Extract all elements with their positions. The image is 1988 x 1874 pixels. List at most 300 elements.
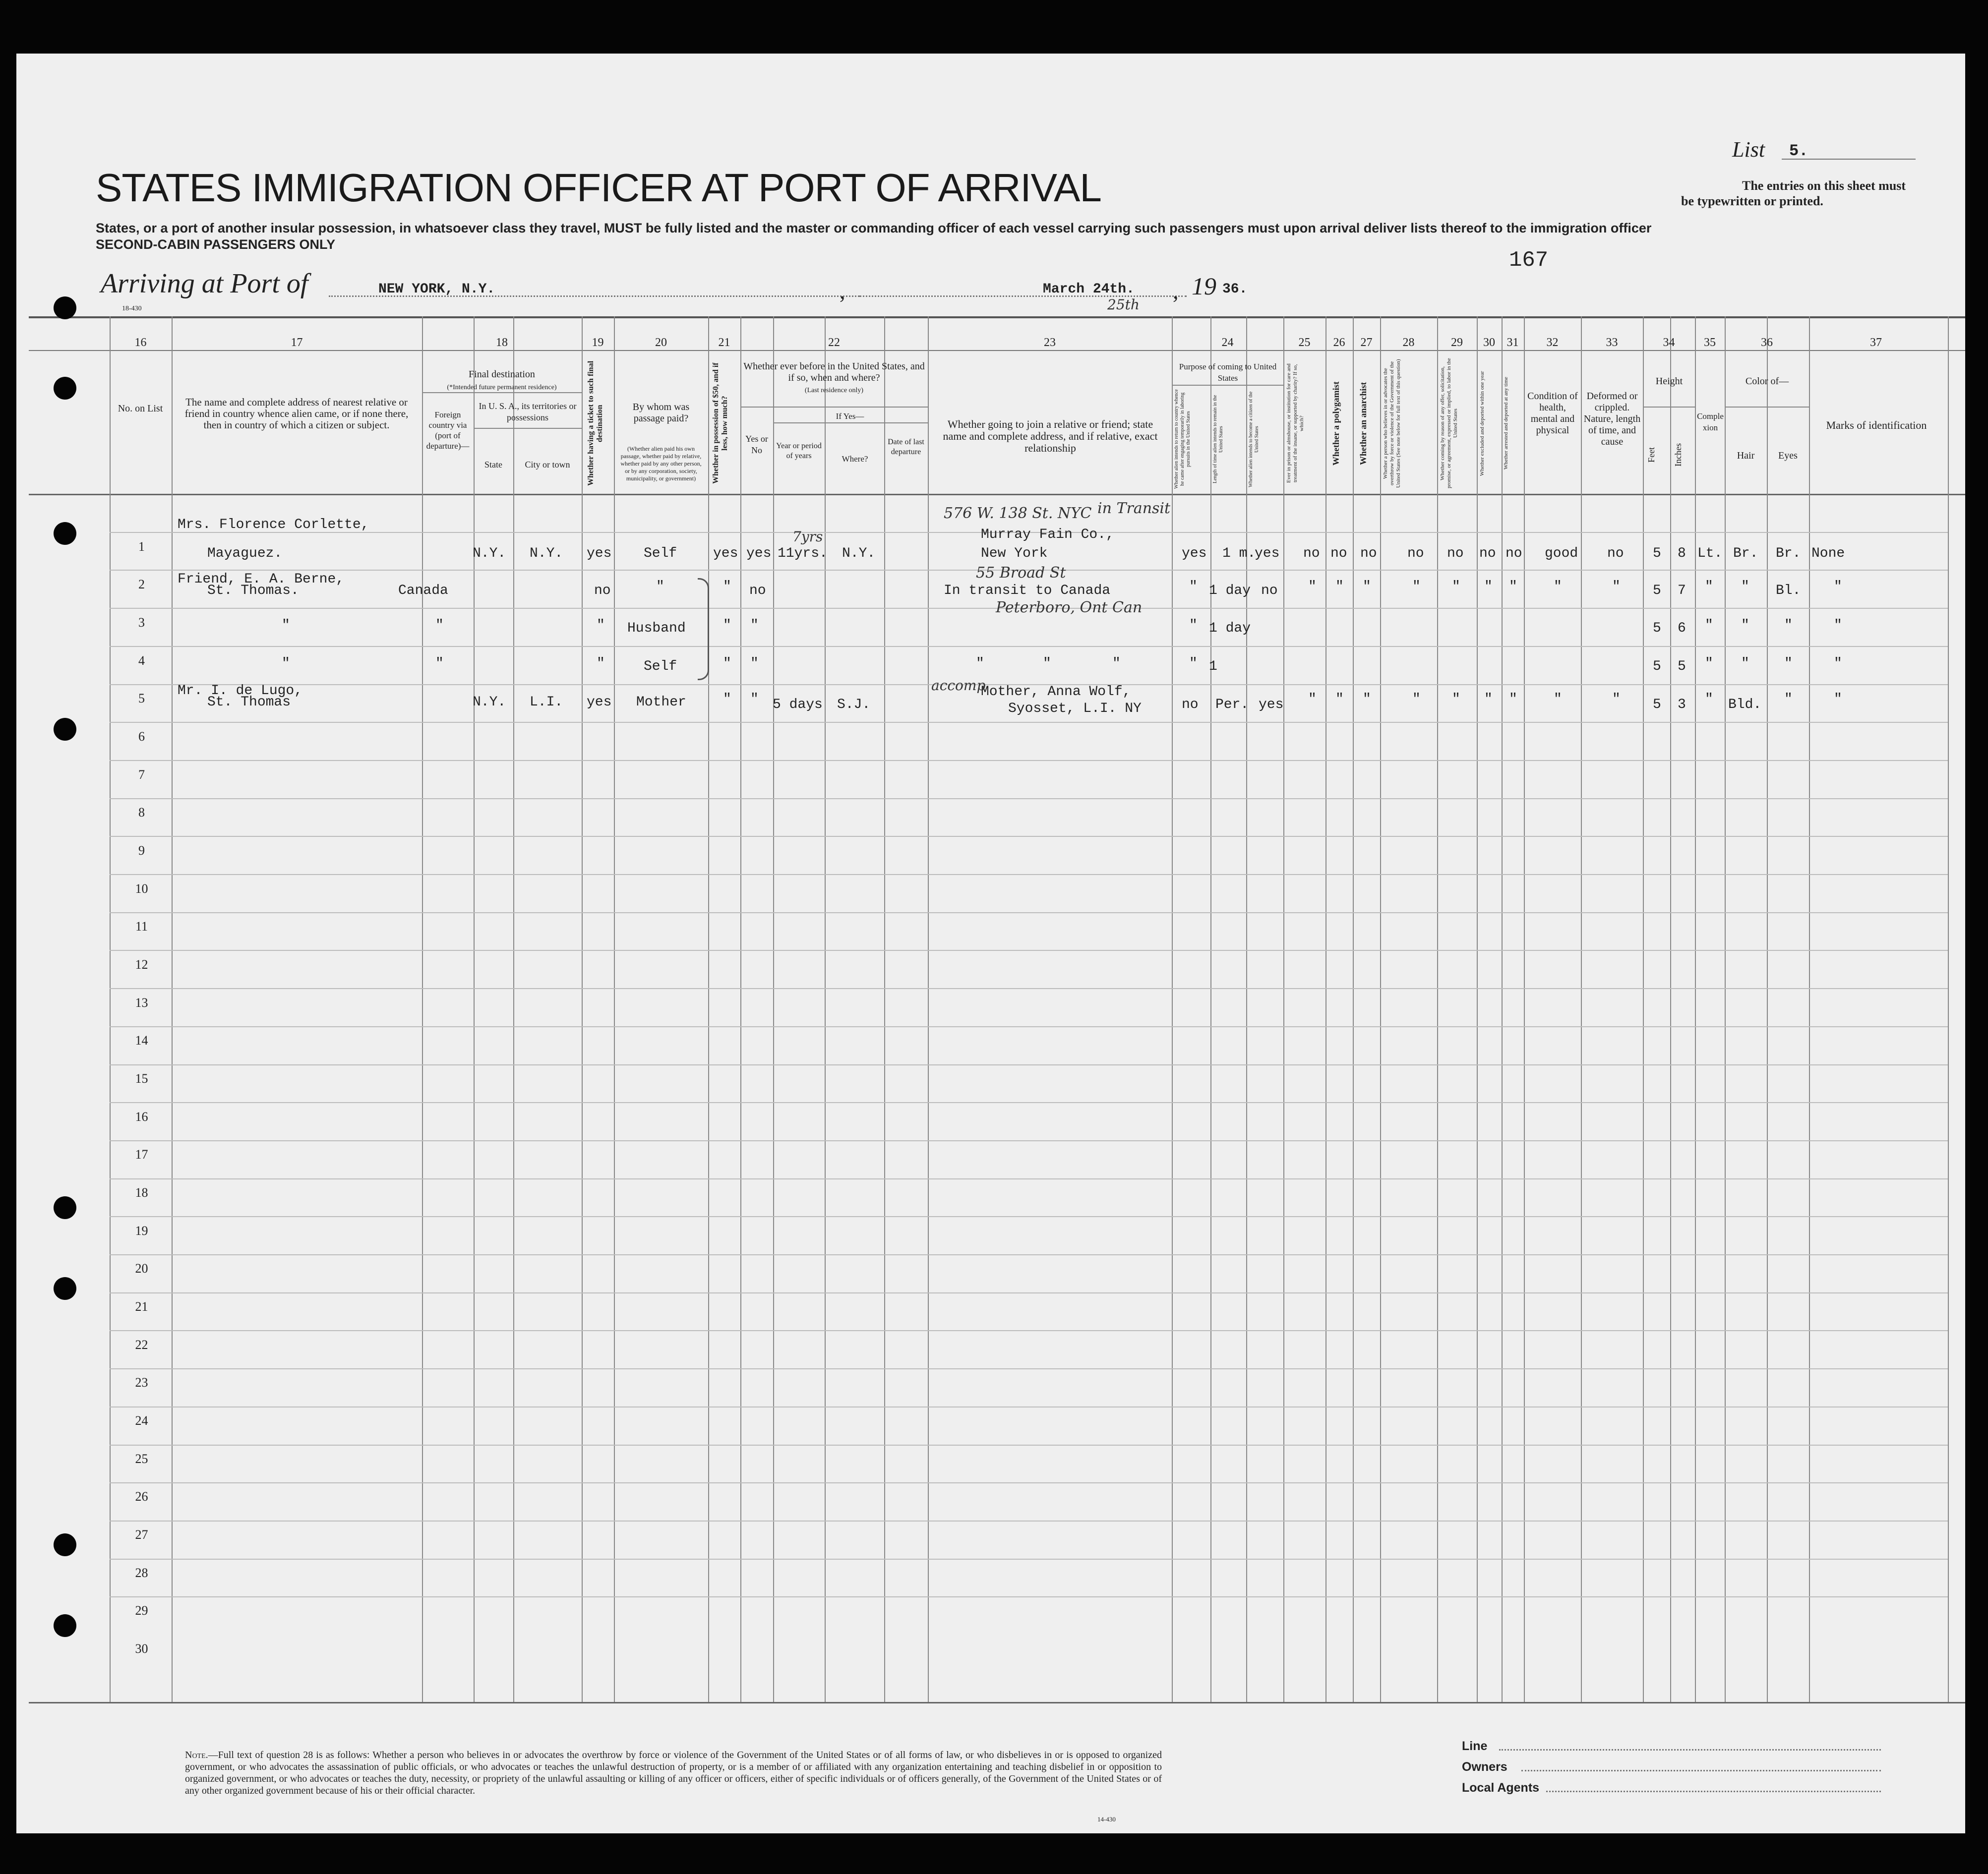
r2-ticket: no xyxy=(594,583,611,598)
r2-polygamist: " xyxy=(1335,579,1344,594)
r1-overthrow: no xyxy=(1407,546,1424,561)
r5-prison: " xyxy=(1308,692,1317,707)
r2-name-line2: St. Thomas. xyxy=(207,583,299,598)
row-num-3: 3 xyxy=(138,615,145,630)
column-rule xyxy=(773,316,774,1702)
note-label: Note. xyxy=(185,1750,208,1760)
col-num-30: 30 xyxy=(1483,336,1495,349)
hdr-purpose-citizen: Whether alien intends to become a citizen of the United States xyxy=(1248,391,1260,487)
r3-length: 1 day xyxy=(1209,621,1251,636)
r1-length: 1 m. xyxy=(1222,546,1256,561)
column-rule xyxy=(1172,316,1173,1702)
row-rule xyxy=(110,1216,1948,1217)
r1-city: N.Y. xyxy=(530,546,563,561)
col-num-18: 18 xyxy=(496,336,508,349)
column-rule xyxy=(1643,316,1644,1702)
row-rule xyxy=(110,988,1948,989)
hdr-deformed: Deformed or crippled. Nature, length of time, and cause xyxy=(1583,391,1641,447)
hdr-polygamist: Whether a polygamist xyxy=(1331,381,1341,466)
r2-feet: 5 xyxy=(1653,583,1661,598)
col-num-24: 24 xyxy=(1221,336,1234,349)
row-num-4: 4 xyxy=(138,653,145,668)
r5-hair: Bld. xyxy=(1728,697,1762,712)
hdr-passage-paid: By whom was passage paid? xyxy=(632,402,690,424)
table-body-rule xyxy=(29,494,1965,495)
column-rule xyxy=(1437,316,1438,1702)
row-rule xyxy=(110,646,1948,647)
row-rule xyxy=(110,1445,1948,1446)
date-value: March 24th. xyxy=(1043,282,1135,297)
r1-complexion: Lt. xyxy=(1697,546,1723,561)
hdr-purpose: Purpose of coming to United States xyxy=(1179,362,1277,383)
row-num-13: 13 xyxy=(135,996,148,1010)
date-correction: 25th xyxy=(1107,296,1140,313)
row-num-17: 17 xyxy=(135,1147,148,1162)
r2-citizen: no xyxy=(1261,583,1278,598)
r5-feet: 5 xyxy=(1653,697,1661,712)
hdr-state: State xyxy=(484,460,502,469)
column-rule xyxy=(1246,316,1247,1702)
r3-paid-by: Husband xyxy=(627,621,686,636)
column-rule xyxy=(1477,316,1478,1702)
hdr-inches: Inches xyxy=(1673,443,1683,467)
r2-length: 1 day xyxy=(1209,583,1251,598)
table-top-rule xyxy=(29,316,1965,318)
col-num-27: 27 xyxy=(1360,336,1373,349)
r2-eyes: Bl. xyxy=(1776,583,1801,598)
column-rule xyxy=(582,316,583,1702)
form-code-bottom: 14-430 xyxy=(1097,1815,1116,1823)
r2-foreign-country: Canada xyxy=(398,583,448,598)
r5-health: " xyxy=(1554,692,1562,707)
r2-return: " xyxy=(1189,579,1198,594)
r4-inches: 5 xyxy=(1678,659,1686,674)
col-num-22: 22 xyxy=(828,336,840,349)
r4-join-c: " xyxy=(1112,656,1121,671)
row-num-19: 19 xyxy=(135,1224,148,1238)
r5-complexion: " xyxy=(1705,692,1713,707)
table-bottom-rule xyxy=(29,1702,1965,1703)
row-num-27: 27 xyxy=(135,1527,148,1542)
manifest-sheet xyxy=(16,54,1965,1833)
hdr-year-period: Year or period of years xyxy=(776,442,822,460)
r3-return: " xyxy=(1189,618,1198,633)
r2-hair: " xyxy=(1741,579,1749,594)
r1-years-handwritten: 7yrs xyxy=(792,528,823,545)
row-num-7: 7 xyxy=(138,767,145,782)
r1-join-line1: Murray Fain Co., xyxy=(981,527,1114,542)
col-num-31: 31 xyxy=(1506,336,1519,349)
r4-length: 1 xyxy=(1209,659,1217,674)
r1-join-line2: New York xyxy=(981,546,1048,561)
column-rule xyxy=(1502,316,1503,1702)
hdr-color-of: Color of— xyxy=(1745,376,1789,387)
r2-join-handwritten: 55 Broad St xyxy=(976,564,1066,582)
r3-inches: 6 xyxy=(1678,621,1686,636)
r2-marks: " xyxy=(1834,579,1842,594)
r4-feet: 5 xyxy=(1653,659,1661,674)
column-rule xyxy=(825,316,826,1702)
r1-polygamist: no xyxy=(1330,546,1347,561)
r3-ticket: " xyxy=(597,618,605,633)
row-rule xyxy=(110,1064,1948,1065)
hdr-eyes: Eyes xyxy=(1778,450,1798,461)
row-num-30: 30 xyxy=(135,1641,148,1656)
r5-excluded: " xyxy=(1484,692,1493,707)
notice-line-1: The entries on this sheet must xyxy=(1742,178,1906,193)
column-rule xyxy=(1670,316,1671,1702)
r5-paid-by: Mother xyxy=(636,695,686,710)
r3-name: " xyxy=(282,618,290,633)
r5-overthrow: " xyxy=(1412,692,1421,707)
r5-years: 5 days xyxy=(773,697,823,712)
r1-marks: None xyxy=(1811,546,1845,561)
row-rule xyxy=(110,1482,1948,1483)
r4-complexion: " xyxy=(1705,656,1713,671)
row-num-28: 28 xyxy=(135,1566,148,1580)
r3-before: " xyxy=(750,618,759,633)
r2-anarchist: " xyxy=(1363,579,1371,594)
col-num-21: 21 xyxy=(718,336,730,349)
column-rule xyxy=(1380,316,1381,1702)
binder-hole xyxy=(54,1277,76,1300)
footnote xyxy=(185,1749,1162,1797)
r5-city: L.I. xyxy=(530,695,563,710)
column-rule xyxy=(513,316,514,1702)
r4-name: " xyxy=(282,656,290,671)
row-num-21: 21 xyxy=(135,1299,148,1314)
r4-join-b: " xyxy=(1043,656,1051,671)
r5-join-line2: Syosset, L.I. NY xyxy=(1008,701,1142,716)
r1-join-handwritten: 576 W. 138 St. NYC xyxy=(944,505,1092,522)
row-rule xyxy=(110,1178,1948,1179)
hdr-nearest-relative: The name and complete address of nearest relative or friend in country whence alien came, or if none there, then in country of which a citizen or subject. xyxy=(184,396,409,431)
hdr-prison: Ever in prison or almshouse, or institution for care and treatment of the insane, or supported by charity? If so, which? xyxy=(1286,363,1305,483)
arriving-label: Arriving at Port of xyxy=(101,268,308,299)
r2-join: In transit to Canada xyxy=(944,583,1111,598)
row-num-9: 9 xyxy=(138,843,145,858)
hdr-purpose-return: Whether alien intends to return to country whence he came after engaging temporarily in laboring pursuits in the United States xyxy=(1174,389,1191,489)
row-rule xyxy=(110,874,1948,875)
hdr-feet: Feet xyxy=(1646,447,1656,463)
r5-eyes: " xyxy=(1784,692,1793,707)
year-prefix: 19 xyxy=(1192,272,1216,300)
column-rule xyxy=(1524,316,1525,1702)
r3-feet: 5 xyxy=(1653,621,1661,636)
r5-citizen: yes xyxy=(1259,697,1284,712)
row-num-24: 24 xyxy=(135,1413,148,1428)
column-rule xyxy=(1353,316,1354,1702)
hdr-offer-labor: Whether coming by reason of any offer, solicitation, promise, or agreement, expressed or implied, to labor in the United States xyxy=(1440,358,1458,489)
r5-state: N.Y. xyxy=(473,695,506,710)
row-rule xyxy=(110,722,1948,723)
row-num-16: 16 xyxy=(135,1110,148,1124)
col-num-19: 19 xyxy=(592,336,604,349)
r1-join-handwritten-2: in Transit xyxy=(1097,500,1171,517)
col-num-23: 23 xyxy=(1044,336,1056,349)
r5-inches: 3 xyxy=(1678,697,1686,712)
row-num-1: 1 xyxy=(138,539,145,554)
hdr-22-rule xyxy=(740,407,928,408)
column-rule xyxy=(1695,316,1696,1702)
row-rule xyxy=(110,1102,1948,1103)
r5-join-handwritten: accomp xyxy=(931,677,986,694)
column-rule xyxy=(708,316,709,1702)
r1-deformed: no xyxy=(1607,546,1624,561)
column-rule xyxy=(614,316,615,1702)
hdr-fifty-dollars: Whether in possession of $50, and if less, how much? xyxy=(712,362,729,484)
r2-inches: 7 xyxy=(1678,583,1686,598)
row-num-18: 18 xyxy=(135,1185,148,1200)
r1-hair: Br. xyxy=(1733,546,1758,561)
r3-complexion: " xyxy=(1705,618,1713,633)
hdr-yes-no: Yes or No xyxy=(745,434,768,455)
row-rule xyxy=(110,760,1948,761)
row-num-2: 2 xyxy=(138,577,145,591)
column-rule xyxy=(740,316,741,1702)
row-rule xyxy=(110,798,1948,799)
col-num-28: 28 xyxy=(1402,336,1415,349)
hdr-if-yes-rule xyxy=(773,422,928,423)
r3-hair: " xyxy=(1741,618,1749,633)
r2-overthrow: " xyxy=(1412,579,1421,594)
r1-arrested: no xyxy=(1506,546,1522,561)
hdr-foreign-country: Foreign country via (port of departure)— xyxy=(426,410,470,451)
row-num-6: 6 xyxy=(138,729,145,744)
r5-anarchist: " xyxy=(1363,692,1371,707)
binder-hole xyxy=(54,1196,76,1219)
binder-hole xyxy=(54,377,76,400)
row-num-8: 8 xyxy=(138,805,145,820)
hdr-color-rule xyxy=(1725,407,1809,408)
r3-foreign: " xyxy=(435,618,444,633)
r1-where: N.Y. xyxy=(842,546,876,561)
hdr-18-rule xyxy=(422,392,582,393)
hdr-last-residence: (Last residence only) xyxy=(804,387,864,394)
instruction-line: States, or a port of another insular possession, in whatsoever class they travel, MUST be fully listed and the master or commanding officer of each vessel carrying such passengers must upon arrival deliver lists thereof to the immigration officer xyxy=(96,221,1652,235)
second-cabin-line: SECOND-CABIN PASSENGERS ONLY xyxy=(96,237,336,252)
hdr-passage-note: (Whether alien paid his own passage, whether paid by relative, whether paid by any other person, or by any corporation, society, municipality, or government) xyxy=(620,445,702,482)
row-rule xyxy=(110,1406,1948,1407)
hdr-24-rule xyxy=(1172,385,1283,386)
hdr-ticket: Whether having a ticket to such final destination xyxy=(587,360,604,486)
r2-complexion: " xyxy=(1705,579,1713,594)
row-rule xyxy=(110,1026,1948,1027)
owners-field xyxy=(1521,1770,1881,1771)
r2-paid-by: " xyxy=(656,579,664,594)
row-num-20: 20 xyxy=(135,1261,148,1276)
column-rule xyxy=(1809,316,1810,1702)
list-label: List xyxy=(1732,137,1765,162)
port-comma: , xyxy=(840,278,845,303)
col-num-36: 36 xyxy=(1761,336,1773,349)
r2-money: " xyxy=(723,579,731,594)
col-num-26: 26 xyxy=(1333,336,1345,349)
row-rule xyxy=(110,1330,1948,1331)
r1-feet: 5 xyxy=(1653,546,1661,561)
r5-where: S.J. xyxy=(837,697,871,712)
list-number-line xyxy=(1782,159,1916,160)
row-rule xyxy=(110,836,1948,837)
hdr-hair: Hair xyxy=(1737,450,1755,461)
r4-eyes: " xyxy=(1784,656,1793,671)
r1-prison: no xyxy=(1303,546,1320,561)
hdr-overthrow: Whether a person who believes in or advocates the overthrow by force or violence of the Government of the United States (See note below for full text of this question) xyxy=(1383,359,1401,488)
row-rule xyxy=(110,1368,1948,1369)
hdr-purpose-length: Length of time alien intends to remain in the United States xyxy=(1212,395,1224,484)
r2-health: " xyxy=(1554,579,1562,594)
r2-prison: " xyxy=(1308,579,1317,594)
col-num-34: 34 xyxy=(1663,336,1675,349)
agents-label: Local Agents xyxy=(1462,1781,1540,1795)
row-num-22: 22 xyxy=(135,1338,148,1352)
hdr-where: Where? xyxy=(842,454,868,464)
date-comma: , xyxy=(1173,278,1179,303)
r1-before: yes xyxy=(746,546,772,561)
r1-eyes: Br. xyxy=(1776,546,1801,561)
row-num-26: 26 xyxy=(135,1489,148,1504)
r4-paid-by: Self xyxy=(644,659,677,674)
r5-ticket: yes xyxy=(587,695,612,710)
column-rule xyxy=(1767,316,1768,1702)
col-num-35: 35 xyxy=(1704,336,1716,349)
notice-line-2: be typewritten or printed. xyxy=(1681,194,1823,208)
r1-health: good xyxy=(1545,546,1578,561)
r5-length: Per. xyxy=(1215,697,1249,712)
r4-ticket: " xyxy=(597,656,605,671)
hdr-usa-rule xyxy=(474,428,582,429)
passage-brace xyxy=(698,578,709,680)
col-num-29: 29 xyxy=(1451,336,1463,349)
r4-foreign: " xyxy=(435,656,444,671)
row-num-5: 5 xyxy=(138,691,145,705)
r5-before: " xyxy=(750,692,759,707)
column-rule xyxy=(1948,316,1949,1702)
column-rule xyxy=(884,316,885,1702)
hdr-in-usa: In U. S. A., its territories or possessions xyxy=(479,401,577,422)
form-title: STATES IMMIGRATION OFFICER AT PORT OF ARRIVAL xyxy=(96,166,1101,210)
r1-inches: 8 xyxy=(1678,546,1686,561)
owners-label: Owners xyxy=(1462,1760,1507,1774)
row-rule xyxy=(110,1140,1948,1141)
list-number: 5. xyxy=(1789,142,1808,160)
row-num-11: 11 xyxy=(135,919,148,934)
year-suffix: 36. xyxy=(1222,282,1248,297)
note-text: —Full text of question 28 is as follows: Whether a person who believes in or advocates the overthrow by force or violence of the Government of the United States or of all forms of law, or who disbelieves in or is opposed to organized government, or who advocates the assassination of public officials, or who advocates or teaches the unlawful destruction of property, or is a member of or affiliated with any organization entertaining and teaching disbelief in or opposition to organized government, or who advocates or teaches the duty, necessity, or propriety of the unlawful assaulting or killing of any officer or officers, either of specific individuals or of officers generally, of the Government of the United States or of any other organized government because of his or their official character. xyxy=(185,1750,1162,1796)
hdr-health: Condition of health, mental and physical xyxy=(1527,391,1578,436)
row-num-29: 29 xyxy=(135,1603,148,1618)
binder-hole xyxy=(54,522,76,545)
column-rule xyxy=(1581,316,1582,1702)
hdr-going-to-join: Whether going to join a relative or friend; state name and complete address, and if relative, exact relationship xyxy=(943,418,1158,454)
row-rule xyxy=(110,950,1948,951)
hdr-height-rule xyxy=(1643,407,1695,408)
table-header-rule xyxy=(29,350,1965,351)
r5-return: no xyxy=(1182,697,1199,712)
r1-years: 11yrs. xyxy=(778,546,828,561)
hdr-if-yes: If Yes— xyxy=(836,411,864,421)
r3-eyes: " xyxy=(1784,618,1793,633)
col-num-37: 37 xyxy=(1870,336,1882,349)
col-num-32: 32 xyxy=(1546,336,1559,349)
r5-marks: " xyxy=(1834,692,1842,707)
r4-before: " xyxy=(750,656,759,671)
column-rule xyxy=(928,316,929,1702)
col-num-33: 33 xyxy=(1606,336,1618,349)
r1-name-line2: Mayaguez. xyxy=(207,546,283,561)
binder-hole xyxy=(54,296,76,319)
column-rule xyxy=(1283,316,1284,1702)
row-rule xyxy=(110,1559,1948,1560)
r2-name-line1: Friend, E. A. Berne, xyxy=(178,572,345,587)
r5-offer: " xyxy=(1452,692,1460,707)
r1-money: yes xyxy=(713,546,738,561)
row-num-23: 23 xyxy=(135,1375,148,1390)
column-rule xyxy=(1210,316,1211,1702)
r4-marks: " xyxy=(1834,656,1842,671)
binder-hole xyxy=(54,718,76,741)
r4-hair: " xyxy=(1741,656,1749,671)
hdr-height: Height xyxy=(1655,376,1683,387)
hdr-anarchist: Whether an anarchist xyxy=(1358,382,1368,465)
r5-arrested: " xyxy=(1509,692,1517,707)
port-value: NEW YORK, N.Y. xyxy=(378,282,495,297)
r1-name-line1: Mrs. Florence Corlette, xyxy=(178,517,369,532)
hdr-marks: Marks of identification xyxy=(1826,419,1927,431)
r2-excluded: " xyxy=(1484,579,1493,594)
r5-deformed: " xyxy=(1612,692,1621,707)
row-num-25: 25 xyxy=(135,1452,148,1466)
column-rule xyxy=(1325,316,1326,1702)
column-rule xyxy=(422,316,423,1702)
row-rule xyxy=(110,1596,1948,1597)
r5-money: " xyxy=(723,692,731,707)
hdr-excluded: Whether excluded and deported within one year xyxy=(1479,371,1485,476)
row-rule xyxy=(110,1254,1948,1255)
r5-name-line2: St. Thomas xyxy=(207,695,291,710)
hdr-ever-before: Whether ever before in the United States, and if so, when and where? xyxy=(743,361,925,383)
r2-before: no xyxy=(749,583,766,598)
r1-ticket: yes xyxy=(587,546,612,561)
col-num-17: 17 xyxy=(291,336,303,349)
r1-anarchist: no xyxy=(1360,546,1377,561)
r1-citizen: yes xyxy=(1255,546,1280,561)
agents-field xyxy=(1546,1791,1881,1792)
line-label: Line xyxy=(1462,1739,1488,1753)
r2-deformed: " xyxy=(1612,579,1621,594)
r5-join-line1: Mother, Anna Wolf, xyxy=(981,684,1131,700)
r5-polygamist: " xyxy=(1335,692,1344,707)
binder-hole xyxy=(54,1614,76,1637)
r1-return: yes xyxy=(1182,546,1207,561)
hdr-no-on-list: No. on List xyxy=(118,403,163,414)
r1-paid-by: Self xyxy=(644,546,677,561)
line-field xyxy=(1499,1749,1881,1751)
r1-state: N.Y. xyxy=(473,546,506,561)
hdr-final-destination: Final destination xyxy=(469,369,535,380)
hdr-city: City or town xyxy=(525,460,570,469)
column-rule xyxy=(474,316,475,1702)
r4-money: " xyxy=(723,656,731,671)
page-stamp: 167 xyxy=(1509,248,1549,273)
hdr-date-departure: Date of last departure xyxy=(888,438,924,456)
hdr-arrested: Whether arrested and deported at any time xyxy=(1503,377,1509,470)
r1-excluded: no xyxy=(1479,546,1496,561)
r4-join-a: " xyxy=(976,656,984,671)
column-rule xyxy=(1725,316,1726,1702)
row-rule xyxy=(110,912,1948,913)
hdr-final-destination-note: (*Intended future permanent residence) xyxy=(447,384,557,391)
